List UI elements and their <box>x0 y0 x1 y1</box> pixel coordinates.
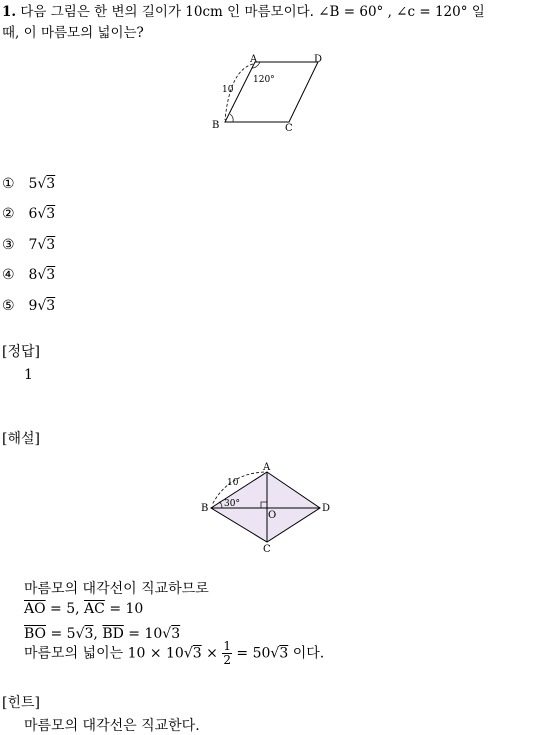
choice-root: 3 <box>46 237 56 253</box>
comma: , <box>93 626 103 642</box>
choice-root: 3 <box>46 176 56 192</box>
question-text-1: 다음 그림은 한 변의 길이가 10cm 인 마름모이다. ∠B = 60° , ∠c = 120° 일 <box>20 4 485 20</box>
answer-value: 1 <box>24 367 33 383</box>
area-root-2: 3 <box>279 645 289 662</box>
label-angle-a: 120° <box>253 75 275 85</box>
sol-label-c: C <box>263 544 271 554</box>
choice-4[interactable]: ④ 8√3 <box>2 267 56 283</box>
segment-bd: $\overline{BD}$ <box>102 626 124 642</box>
choice-2[interactable]: ② 6√3 <box>2 206 56 222</box>
equals-part: = 50√ <box>231 645 280 662</box>
question-line-2: 때, 이 마름모의 넓이는? <box>2 25 144 41</box>
area-root-1: 3 <box>192 645 202 662</box>
frac-numerator: 1 <box>223 639 231 653</box>
answer-heading: [정답] <box>2 344 40 360</box>
choice-mark: ③ <box>2 237 15 253</box>
area-text: 마름모의 넓이는 10 × 10√ <box>24 645 193 662</box>
sol-label-d: D <box>322 503 331 514</box>
segment-bo: $\overline{BO}$ <box>24 626 47 642</box>
label-c: C <box>285 123 293 134</box>
bo-root: 3 <box>84 626 94 642</box>
sol-label-a: A <box>263 462 271 473</box>
choice-coef: 5 <box>28 176 38 192</box>
label-a: A <box>250 54 258 65</box>
choice-coef: 9 <box>28 298 38 314</box>
sol-label-side: 10 <box>227 478 239 488</box>
bo-prefix: = 5√ <box>46 626 85 642</box>
label-b: B <box>212 120 220 131</box>
choice-mark: ② <box>2 206 15 222</box>
label-side: 10 <box>222 85 234 95</box>
question-number: 1. <box>2 4 17 20</box>
half-fraction <box>222 640 232 667</box>
sol-label-angle: 30° <box>224 499 240 509</box>
hint-text: 마름모의 대각선은 직교한다. <box>24 718 200 734</box>
solution-line-1: 마름모의 대각선이 직교하므로 <box>24 581 209 597</box>
times-sign: × <box>201 645 223 662</box>
choice-coef: 6 <box>28 206 38 222</box>
choice-1[interactable]: ① 5√3 <box>2 176 56 192</box>
choice-mark: ④ <box>2 267 15 283</box>
sol-label-o: O <box>268 510 277 521</box>
solution-line-2 <box>24 601 143 617</box>
segment-ac: $\overline{AC}$ <box>84 601 105 617</box>
area-tail: 이다. <box>288 645 325 662</box>
choice-root: 3 <box>46 206 56 222</box>
choice-5[interactable]: ⑤ 9√3 <box>2 298 56 314</box>
rhombus-shape <box>225 62 318 122</box>
choice-root: 3 <box>46 298 56 314</box>
choice-root: 3 <box>46 267 56 283</box>
angle-b-arc <box>230 114 233 122</box>
solution-rhombus-figure <box>198 462 338 554</box>
bd-prefix: = 10√ <box>123 626 172 642</box>
bd-root: 3 <box>171 626 181 642</box>
choice-mark: ① <box>2 176 15 192</box>
label-d: D <box>314 54 323 65</box>
choice-mark: ⑤ <box>2 298 15 314</box>
ac-value: = 10 <box>104 601 144 617</box>
solution-heading: [해설] <box>2 431 40 447</box>
segment-ao: $\overline{AO}$ <box>24 601 46 617</box>
solution-line-4 <box>24 640 324 667</box>
rhombus-figure <box>205 52 335 137</box>
choice-coef: 7 <box>28 237 38 253</box>
choice-coef: 8 <box>28 267 38 283</box>
sol-label-b: B <box>201 503 209 514</box>
hint-heading: [힌트] <box>2 695 40 711</box>
question-line-1 <box>2 1 485 23</box>
choice-3[interactable]: ③ 7√3 <box>2 237 56 253</box>
ao-value: = 5, <box>45 601 85 617</box>
frac-denominator: 2 <box>223 653 231 667</box>
